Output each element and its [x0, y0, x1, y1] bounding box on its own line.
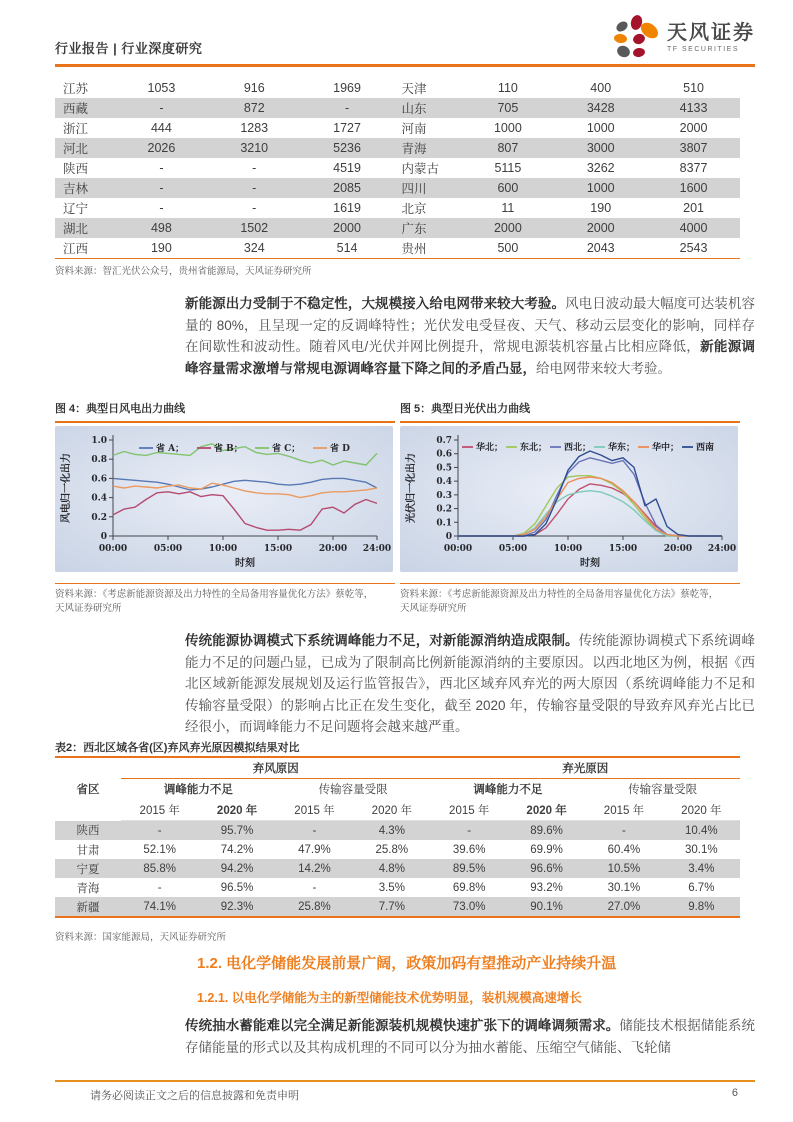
value-cell: 4000: [647, 218, 740, 238]
table-row: [55, 238, 740, 258]
table-row: [55, 821, 740, 841]
value-cell: 916: [243, 81, 265, 95]
province-cell: 甘肃: [76, 844, 100, 857]
page-header: [55, 16, 755, 67]
value-cell: 1502: [208, 218, 301, 238]
figure-5-title: 图 5：典型日光伏出力曲线: [400, 400, 740, 423]
col-year-2020: 2020 年: [663, 799, 740, 821]
percent-cell: 10.4%: [663, 821, 740, 841]
section-heading-1-2-1: 1.2.1. 以电化学储能为主的新型储能技术优势明显，装机规模高速增长: [197, 991, 582, 1005]
table1-bottom-rule: [55, 258, 740, 259]
value-cell: 514: [336, 241, 358, 255]
percent-cell: 30.1%: [607, 881, 641, 894]
col-year-2015: 2015 年: [431, 799, 508, 821]
province-cell: 贵州: [401, 242, 427, 256]
table-row: [55, 859, 740, 878]
svg-text:0.4: 0.4: [436, 477, 452, 488]
svg-text:0.1: 0.1: [436, 518, 452, 529]
province-cell: 内蒙古: [401, 162, 439, 176]
figure-4-source-line2: 天风证券研究所: [55, 603, 122, 614]
col-year-2020: 2020 年: [508, 799, 585, 821]
percent-cell: -: [121, 821, 198, 841]
province-cell: 青海: [393, 138, 461, 158]
col-year-2015: 2015 年: [276, 799, 353, 821]
svg-text:10:00: 10:00: [208, 544, 238, 554]
value-cell: 2043: [586, 241, 615, 255]
table1-source: 资料来源：智汇光伏公众号，贵州省能源局，天风证券研究所: [55, 266, 312, 277]
value-cell: 1053: [147, 81, 176, 95]
svg-text:0.7: 0.7: [436, 436, 452, 446]
para3-bold-lead: 传统抽水蓄能难以完全满足新能源装机规模快速扩张下的调峰调频需求。: [185, 1018, 620, 1033]
percent-cell: 4.8%: [353, 859, 430, 878]
percent-cell: 30.1%: [685, 843, 718, 856]
province-cell: 河南: [401, 122, 427, 136]
table-row: [55, 218, 740, 238]
value-cell: 2000: [461, 218, 554, 238]
col-province: 省区: [76, 784, 100, 797]
footer-disclaimer: 请务必阅读正文之后的信息披露和免责申明: [90, 1090, 299, 1102]
table-row: [55, 878, 740, 897]
svg-text:0.2: 0.2: [436, 504, 452, 515]
value-cell: 3000: [554, 138, 647, 158]
col-group-solar-curtailment: 弃光原因: [431, 757, 741, 779]
percent-cell: 93.2%: [530, 881, 563, 894]
percent-cell: 10.5%: [585, 859, 662, 878]
para3-text: 储能技术根据储能系统存储能量的形式以及其构成机理的不同可以分为抽水蓄能、压缩空气储能、飞轮储: [185, 1018, 756, 1055]
table-row: [55, 138, 740, 158]
value-cell: 705: [461, 98, 554, 118]
value-cell: 3210: [208, 138, 301, 158]
svg-text:15:00: 15:00: [263, 544, 293, 554]
report-category-title: 行业报告 | 行业深度研究: [55, 41, 203, 56]
figure-4-wind-output: [55, 400, 395, 616]
percent-cell: 60.4%: [607, 843, 641, 856]
svg-text:省 D: 省 D: [330, 444, 350, 454]
value-cell: 3807: [647, 138, 740, 158]
value-cell: 324: [243, 241, 265, 255]
percent-cell: 92.3%: [198, 897, 275, 917]
svg-text:1.0: 1.0: [91, 436, 107, 446]
value-cell: -: [159, 161, 164, 175]
value-cell: -: [252, 161, 257, 175]
para2-bold-lead: 传统能源协调模式下系统调峰能力不足，对新能源消纳造成限制。: [185, 633, 579, 648]
table-row: [55, 840, 740, 859]
percent-cell: 7.7%: [353, 897, 430, 917]
percent-cell: 25.8%: [276, 897, 353, 917]
value-cell: 3262: [586, 161, 615, 175]
value-cell: 2085: [301, 178, 394, 198]
value-cell: 1600: [647, 178, 740, 198]
province-cell: 陕西: [63, 162, 89, 176]
svg-text:东北；: 东北；: [520, 443, 548, 453]
curtailment-cause-table: [55, 756, 740, 918]
value-cell: 500: [497, 241, 519, 255]
para2-text: 传统能源协调模式下系统调峰能力不足的问题凸显，已成为了限制高比例新能源消纳的主要原因。以西北地区为例，根据《西北区域新能源发展规划及运行监管报告》，西北区域弃风弃光的两大原因（系统调峰能力不足和传输容量受限）的影响占比正在发生变化，截至 2020 年，传输容量受限的导致弃风弃光占比已经很小，而调峰能力不足问题将会越来越严重。: [185, 633, 756, 734]
value-cell: 600: [461, 178, 554, 198]
svg-text:光伏归一化出力: 光伏归一化出力: [406, 453, 417, 523]
value-cell: 110: [497, 81, 518, 95]
col-year-2015: 2015 年: [121, 799, 198, 821]
table-row: [55, 897, 740, 917]
province-cell: 辽宁: [63, 202, 89, 216]
svg-text:15:00: 15:00: [608, 544, 638, 554]
svg-text:0.8: 0.8: [91, 455, 107, 466]
svg-text:0.6: 0.6: [91, 474, 107, 485]
value-cell: 2026: [115, 138, 208, 158]
svg-text:05:00: 05:00: [153, 544, 183, 554]
percent-cell: 89.6%: [508, 821, 585, 841]
value-cell: 1969: [333, 81, 361, 95]
value-cell: 4519: [333, 161, 361, 175]
province-cell: 浙江: [63, 122, 89, 136]
curtailment-table-header: [55, 757, 740, 821]
value-cell: 872: [208, 98, 301, 118]
percent-cell: 3.5%: [378, 881, 405, 894]
paragraph-new-energy-volatility: [185, 293, 755, 379]
figure-4-source-line1: 资料来源：《考虑新能源资源及出力特性的全局备用容量优化方法》蔡乾等，: [55, 589, 374, 600]
col-year-2020: 2020 年: [353, 799, 430, 821]
percent-cell: 74.1%: [121, 897, 198, 917]
svg-text:0.2: 0.2: [91, 512, 107, 523]
percent-cell: 69.8%: [452, 881, 486, 894]
tf-securities-logo: [614, 15, 755, 61]
value-cell: 1619: [333, 201, 361, 215]
percent-cell: 94.2%: [198, 859, 275, 878]
percent-cell: 96.5%: [220, 881, 254, 894]
value-cell: 8377: [679, 161, 708, 175]
figure-5-pv-output: [400, 400, 740, 616]
value-cell: -: [159, 201, 164, 215]
table-row: [55, 98, 740, 118]
table-row: [55, 158, 740, 178]
svg-text:华东；: 华东；: [608, 443, 636, 453]
svg-text:0.5: 0.5: [436, 463, 452, 474]
province-cell: 广东: [393, 218, 461, 238]
para1-text: 风电日波动最大幅度可达装机容量的 80%，且呈现一定的反调峰特性；光伏发电受昼夜、天气、移动云层变化的影响，同样存在间歇性和波动性。随着风电/光伏并网比例提升，常规电源装机容量占比相应降低，: [185, 296, 756, 354]
col-sub-peak-shortage: 调峰能力不足: [163, 784, 233, 796]
province-cell: 河北: [55, 138, 115, 158]
province-cell: 四川: [393, 178, 461, 198]
percent-cell: 90.1%: [508, 897, 585, 917]
value-cell: 11: [501, 201, 515, 215]
value-cell: 2543: [679, 241, 708, 255]
para1-bold-conflict: 新能源调峰容量需求激增与常规电源调峰容量下降之间的矛盾凸显，: [185, 339, 756, 376]
province-cell: 天津: [401, 82, 427, 96]
col-year-2015: 2015 年: [585, 799, 662, 821]
para1-text-end: 给电网带来较大考验。: [536, 360, 671, 376]
svg-text:0: 0: [445, 532, 452, 542]
percent-cell: 74.2%: [220, 843, 254, 856]
percent-cell: 27.0%: [585, 897, 662, 917]
svg-text:华中；: 华中；: [652, 443, 680, 453]
percent-cell: -: [312, 881, 317, 894]
value-cell: 2000: [301, 218, 394, 238]
value-cell: 1727: [333, 121, 361, 135]
province-cell: 陕西: [55, 821, 121, 841]
col-sub-peak-shortage: 调峰能力不足: [473, 784, 543, 796]
brand-subtitle: TF SECURITIES: [667, 46, 740, 53]
percent-cell: 3.4%: [663, 859, 740, 878]
value-cell: 400: [590, 81, 612, 95]
svg-text:西南: 西南: [696, 443, 715, 453]
percent-cell: 85.8%: [121, 859, 198, 878]
svg-text:24:00: 24:00: [707, 544, 737, 554]
province-cell: 青海: [76, 882, 100, 895]
col-year-2020: 2020 年: [198, 799, 275, 821]
svg-text:西北；: 西北；: [564, 443, 592, 453]
col-group-wind-curtailment: 弃风原因: [121, 757, 431, 779]
value-cell: 201: [683, 201, 704, 215]
paragraph-storage-tech: [185, 1015, 755, 1058]
percent-cell: 25.8%: [375, 843, 409, 856]
value-cell: -: [252, 201, 257, 215]
col-sub-transmission-limit: 传输容量受限: [628, 784, 698, 796]
value-cell: 1283: [240, 121, 269, 135]
province-capacity-table-body: [55, 78, 740, 258]
percent-cell: -: [585, 821, 662, 841]
wind-output-chart: [55, 426, 393, 572]
figure-5-source-line1: 资料来源：《考虑新能源资源及出力特性的全局备用容量优化方法》蔡乾等，: [400, 589, 719, 600]
value-cell: -: [301, 98, 394, 118]
percent-cell: 69.9%: [530, 843, 563, 856]
percent-cell: -: [431, 821, 508, 841]
value-cell: 1000: [586, 121, 615, 135]
value-cell: 444: [150, 121, 172, 135]
percent-cell: 95.7%: [198, 821, 275, 841]
percent-cell: 89.5%: [431, 859, 508, 878]
value-cell: -: [208, 178, 301, 198]
percent-cell: 39.6%: [452, 843, 486, 856]
value-cell: 4133: [647, 98, 740, 118]
percent-cell: 9.8%: [663, 897, 740, 917]
value-cell: 807: [461, 138, 554, 158]
value-cell: -: [115, 98, 208, 118]
table-row: [55, 78, 740, 98]
svg-text:20:00: 20:00: [318, 544, 348, 554]
value-cell: 190: [590, 201, 612, 215]
svg-text:风电归一化出力: 风电归一化出力: [61, 453, 72, 523]
paragraph-peak-regulation-limit: [185, 630, 755, 738]
province-cell: 湖北: [55, 218, 115, 238]
svg-text:05:00: 05:00: [498, 544, 528, 554]
svg-text:华北；: 华北；: [476, 443, 504, 453]
province-cell: 新疆: [55, 897, 121, 917]
page-footer: [90, 1087, 738, 1103]
svg-text:0.3: 0.3: [436, 490, 452, 501]
col-sub-transmission-limit: 传输容量受限: [318, 784, 388, 796]
figure-5-source: [400, 583, 740, 616]
province-cell: 西藏: [55, 98, 115, 118]
table2-source: 资料来源：国家能源局，天风证券研究所: [55, 932, 227, 943]
figure-5-source-line2: 天风证券研究所: [400, 603, 467, 614]
svg-text:00:00: 00:00: [98, 544, 128, 554]
svg-text:0: 0: [100, 532, 107, 542]
svg-text:时刻: 时刻: [580, 558, 600, 569]
province-cell: 江西: [63, 242, 89, 256]
percent-cell: 4.3%: [353, 821, 430, 841]
percent-cell: 52.1%: [143, 843, 176, 856]
province-cell: 山东: [393, 98, 461, 118]
province-cell: 吉林: [55, 178, 115, 198]
svg-text:省 B；: 省 B；: [214, 444, 243, 454]
percent-cell: 73.0%: [431, 897, 508, 917]
province-capacity-table: [55, 78, 740, 258]
percent-cell: 47.9%: [298, 843, 331, 856]
value-cell: 498: [115, 218, 208, 238]
province-cell: 北京: [401, 202, 427, 216]
brand-text: [667, 23, 755, 53]
value-cell: 2000: [679, 121, 708, 135]
svg-text:时刻: 时刻: [235, 558, 255, 569]
value-cell: 190: [150, 241, 172, 255]
page-number: 6: [731, 1087, 738, 1099]
svg-text:00:00: 00:00: [443, 544, 473, 554]
value-cell: 1000: [493, 121, 522, 135]
svg-text:0.6: 0.6: [436, 449, 452, 460]
table-row: [55, 198, 740, 218]
value-cell: 5236: [301, 138, 394, 158]
table-row: [55, 118, 740, 138]
value-cell: 510: [683, 81, 704, 95]
figure-4-title: 图 4：典型日风电出力曲线: [55, 400, 395, 423]
value-cell: 2000: [554, 218, 647, 238]
curtailment-table-body: [55, 821, 740, 918]
tf-securities-logo-icon: [614, 15, 660, 61]
pv-output-chart: [400, 426, 738, 572]
percent-cell: -: [276, 821, 353, 841]
percent-cell: 6.7%: [688, 881, 715, 894]
svg-text:10:00: 10:00: [553, 544, 583, 554]
value-cell: 5115: [494, 161, 522, 175]
percent-cell: -: [157, 881, 162, 894]
svg-text:24:00: 24:00: [362, 544, 392, 554]
table-row: [55, 178, 740, 198]
para1-bold-lead: 新能源出力受制于不稳定性，大规模接入给电网带来较大考验。: [185, 296, 566, 311]
footer-rule: [55, 1080, 755, 1082]
percent-cell: 14.2%: [276, 859, 353, 878]
figure-4-source: [55, 583, 395, 616]
svg-text:省 C；: 省 C；: [272, 444, 301, 454]
svg-text:省 A；: 省 A；: [156, 444, 185, 454]
svg-text:0.4: 0.4: [91, 493, 107, 504]
value-cell: 3428: [554, 98, 647, 118]
province-cell: 江苏: [63, 82, 89, 96]
percent-cell: 96.6%: [508, 859, 585, 878]
section-heading-1-2: 1.2. 电化学储能发展前景广阔，政策加码有望推动产业持续升温: [197, 955, 617, 972]
table2-title: 表2：西北区域各省(区)弃风弃光原因模拟结果对比: [55, 742, 300, 754]
value-cell: -: [115, 178, 208, 198]
svg-text:20:00: 20:00: [663, 544, 693, 554]
province-cell: 宁夏: [55, 859, 121, 878]
brand-name: 天风证券: [667, 22, 755, 44]
value-cell: 1000: [554, 178, 647, 198]
